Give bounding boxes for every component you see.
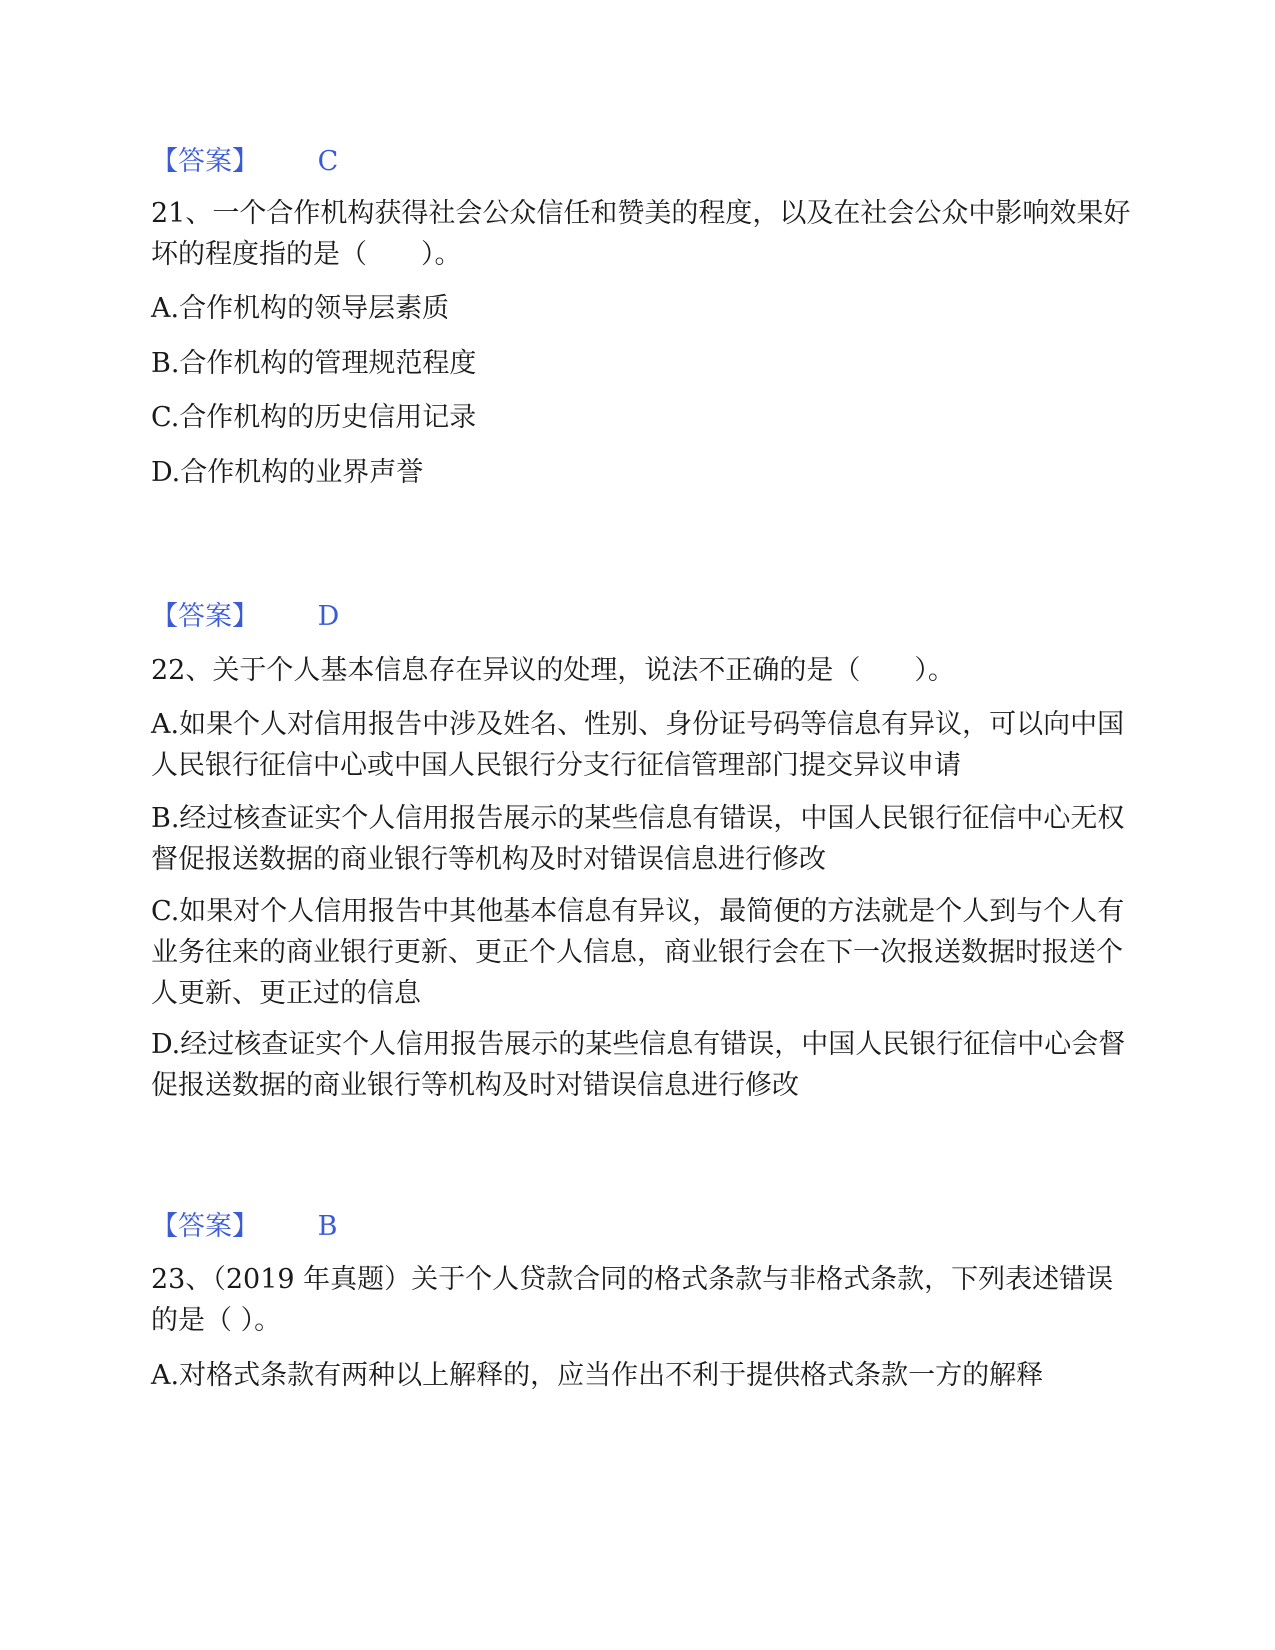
- answer-value: D: [317, 601, 340, 632]
- answer-line: [151, 1209, 1131, 1245]
- answer-value: C: [317, 146, 339, 177]
- answer-value: B: [317, 1211, 338, 1242]
- answer-line: [151, 599, 1131, 635]
- answer-label: 【答案】: [151, 146, 259, 177]
- option-a: A.如果个人对信用报告中涉及姓名、性别、身份证号码等信息有异议，可以向中国人民银行征信中心或中国人民银行分支行征信管理部门提交异议申请: [151, 709, 1125, 781]
- question-stem: 21、一个合作机构获得社会公众信任和赞美的程度，以及在社会公众中影响效果好坏的程度指的是（ ）。: [151, 198, 1131, 270]
- option-d: D.合作机构的业界声誉: [151, 457, 424, 488]
- option-d: D.经过核查证实个人信用报告展示的某些信息有错误，中国人民银行征信中心会督促报送数据的商业银行等机构及时对错误信息进行修改: [151, 1029, 1126, 1101]
- option-b: B.合作机构的管理规范程度: [151, 348, 477, 379]
- question-stem: 22、关于个人基本信息存在异议的处理，说法不正确的是（ ）。: [151, 655, 955, 686]
- option-c: C.如果对个人信用报告中其他基本信息有异议，最简便的方法就是个人到与个人有业务往来的商业银行更新、更正个人信息，商业银行会在下一次报送数据时报送个人更新、更正过的信息: [151, 896, 1125, 1009]
- answer-label: 【答案】: [151, 601, 259, 632]
- answer-line: [151, 144, 1131, 180]
- option-a: A.对格式条款有两种以上解释的，应当作出不利于提供格式条款一方的解释: [151, 1360, 1044, 1391]
- answer-label: 【答案】: [151, 1211, 259, 1242]
- question-stem: 23、（2019 年真题）关于个人贷款合同的格式条款与非格式条款，下列表述错误的是（ ）。: [151, 1264, 1114, 1336]
- option-c: C.合作机构的历史信用记录: [151, 402, 477, 433]
- option-a: A.合作机构的领导层素质: [151, 293, 450, 324]
- option-b: B.经过核查证实个人信用报告展示的某些信息有错误，中国人民银行征信中心无权督促报送数据的商业银行等机构及时对错误信息进行修改: [151, 803, 1125, 875]
